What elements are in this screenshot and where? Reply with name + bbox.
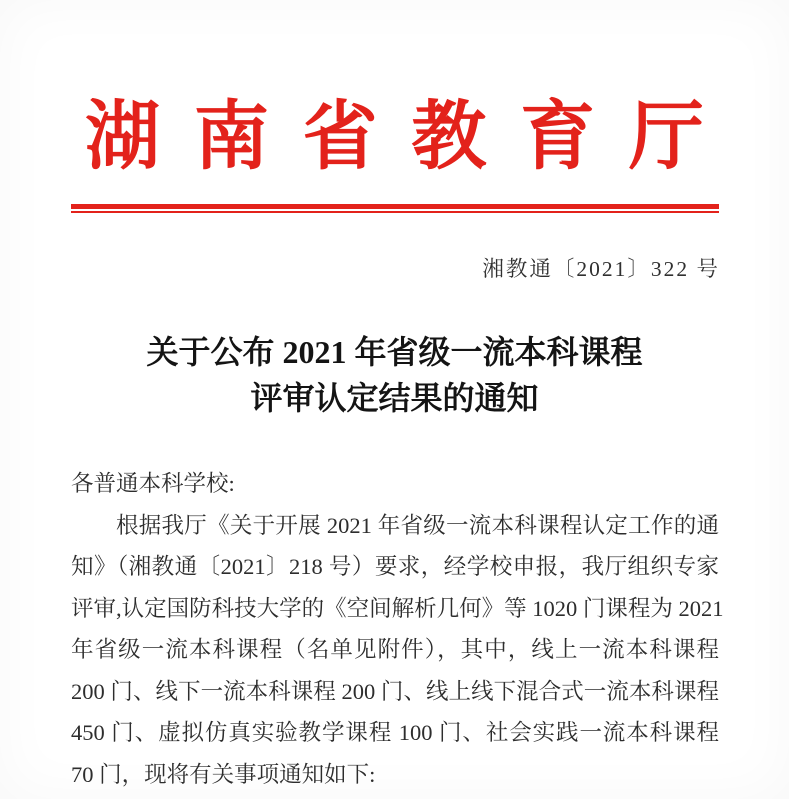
document-number: 湘教通〔2021〕322 号 xyxy=(482,257,720,281)
body-line: 知》（湘教通〔2021〕218 号）要求，经学校申报，我厅组织专家 xyxy=(71,554,719,579)
notice-title-line-2: 评审认定结果的通知 xyxy=(250,380,539,416)
body-line: 450 门、虚拟仿真实验教学课程 100 门、社会实践一流本科课程 xyxy=(71,720,719,745)
divider-thin-line xyxy=(71,211,719,213)
notice-title xyxy=(0,329,789,421)
body-line: 200 门、线下一流本科课程 200 门、线上线下混合式一流本科课程 xyxy=(71,678,719,704)
divider-thick-line xyxy=(71,204,719,209)
notice-body xyxy=(0,463,789,795)
masthead-divider xyxy=(71,204,719,213)
body-line: 根据我厅《关于开展 2021 年省级一流本科课程认定工作的通 xyxy=(116,512,719,538)
body-line: 年省级一流本科课程（名单见附件），其中，线上一流本科课程 xyxy=(71,637,719,662)
agency-masthead xyxy=(0,88,789,213)
body-line: 70 门，现将有关事项通知如下: xyxy=(71,761,376,787)
salutation: 各普通本科学校: xyxy=(71,471,235,496)
notice-title-line-1: 关于公布 2021 年省级一流本科课程 xyxy=(146,334,643,370)
agency-name: 湖南省教育厅 xyxy=(85,96,738,179)
body-line: 评审,认定国防科技大学的《空间解析几何》等 1020 门课程为 2021 xyxy=(71,595,724,621)
